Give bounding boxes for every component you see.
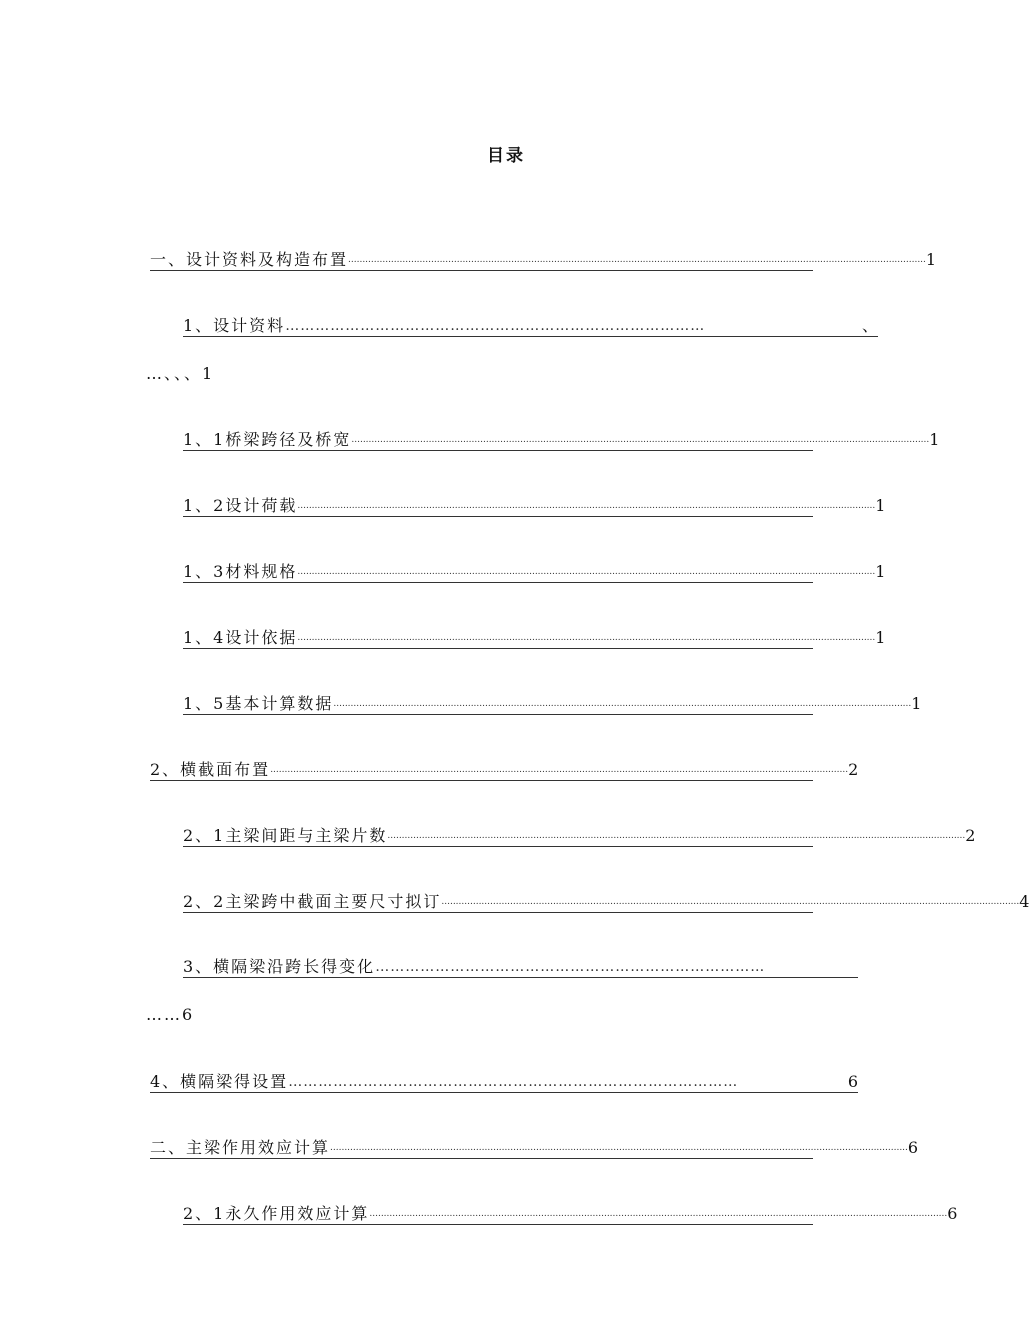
toc-entry[interactable] bbox=[183, 428, 940, 451]
toc-continuation: ……6 bbox=[146, 1005, 195, 1024]
toc-entry[interactable] bbox=[150, 1070, 858, 1093]
toc-entry-label: 1、1桥梁跨径及桥宽 bbox=[183, 430, 352, 449]
toc-entry[interactable] bbox=[150, 758, 859, 781]
toc-leader: .......................................................................................................................................................................................................... bbox=[369, 1209, 948, 1219]
toc-entry[interactable] bbox=[183, 692, 922, 715]
toc-entry-label: 2、1主梁间距与主梁片数 bbox=[183, 826, 388, 845]
toc-page-number: 6 bbox=[947, 1204, 958, 1223]
toc-page-number: 2 bbox=[965, 826, 976, 845]
toc-entry[interactable] bbox=[183, 1202, 958, 1225]
toc-leader: .......................................................................................................................................................................................................... bbox=[297, 567, 876, 577]
toc-title: 目录 bbox=[487, 146, 525, 166]
toc-entry-label: 2、1永久作用效应计算 bbox=[183, 1204, 370, 1223]
toc-leader: ……………………………………………………………………………… bbox=[288, 1074, 739, 1090]
toc-entry-label: 2、横截面布置 bbox=[150, 760, 271, 779]
toc-leader: ………………………………………………………………………… bbox=[285, 318, 706, 334]
toc-page-number: 1 bbox=[875, 628, 886, 647]
toc-leader: .......................................................................................................................................................................................................... bbox=[270, 765, 849, 775]
toc-entry[interactable] bbox=[183, 314, 878, 337]
toc-entry[interactable] bbox=[150, 1136, 919, 1159]
toc-entry[interactable] bbox=[183, 824, 976, 847]
toc-page-number: 1 bbox=[911, 694, 922, 713]
toc-entry-tail: 、 bbox=[861, 316, 878, 335]
toc-entry[interactable] bbox=[150, 248, 937, 271]
toc-entry-label: 3、横隔梁沿跨长得变化 bbox=[183, 957, 376, 976]
toc-entry[interactable] bbox=[183, 560, 886, 583]
toc-page-number: 4 bbox=[1019, 892, 1029, 911]
toc-entry-label: 1、3材料规格 bbox=[183, 562, 298, 581]
toc-entry-label: 1、设计资料 bbox=[183, 316, 286, 335]
toc-leader: .......................................................................................................................................................................................................... bbox=[387, 831, 966, 841]
toc-entry-label: 1、2设计荷载 bbox=[183, 496, 298, 515]
toc-page-number: 2 bbox=[848, 760, 859, 779]
toc-entry-label: 4、横隔梁得设置 bbox=[150, 1072, 289, 1091]
toc-leader: .......................................................................................................................................................................................................... bbox=[330, 1143, 908, 1153]
toc-page-number: 1 bbox=[929, 430, 940, 449]
toc-leader: .......................................................................................................................................................................................................... bbox=[351, 435, 930, 445]
toc-page-number: 1 bbox=[875, 562, 886, 581]
toc-continuation: …、、、1 bbox=[146, 364, 215, 383]
toc-leader: …………………………………………………………………… bbox=[375, 959, 766, 975]
toc-entry-label: 1、5基本计算数据 bbox=[183, 694, 334, 713]
toc-entry-label: 二、主梁作用效应计算 bbox=[150, 1138, 331, 1157]
toc-leader: .......................................................................................................................................................................................................... bbox=[441, 897, 1020, 907]
toc-leader: .......................................................................................................................................................................................................... bbox=[348, 255, 926, 265]
toc-entry-label: 2、2主梁跨中截面主要尺寸拟订 bbox=[183, 892, 442, 911]
toc-leader: .......................................................................................................................................................................................................... bbox=[297, 501, 876, 511]
toc-entry[interactable] bbox=[183, 955, 858, 978]
toc-entry[interactable] bbox=[183, 494, 886, 517]
toc-page-number: 6 bbox=[907, 1138, 919, 1157]
toc-entry-label: 1、4设计依据 bbox=[183, 628, 298, 647]
toc-entry[interactable] bbox=[183, 626, 886, 649]
toc-entry-label: 一、设计资料及构造布置 bbox=[150, 250, 349, 269]
toc-page-number: 1 bbox=[875, 496, 886, 515]
toc-page-number: 1 bbox=[925, 250, 937, 269]
toc-leader: .......................................................................................................................................................................................................... bbox=[333, 699, 912, 709]
toc-entry[interactable] bbox=[183, 890, 1029, 913]
toc-leader: .......................................................................................................................................................................................................... bbox=[297, 633, 876, 643]
toc-page-number: 6 bbox=[847, 1072, 858, 1091]
